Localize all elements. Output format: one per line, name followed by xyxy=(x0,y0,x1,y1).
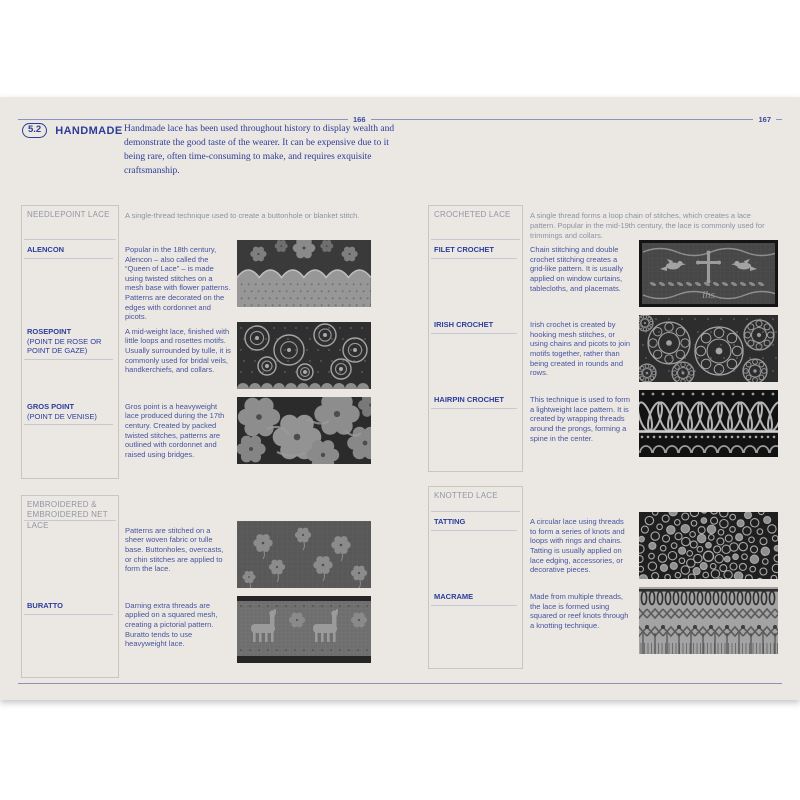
term-name: GROS POINT xyxy=(27,401,75,411)
bottom-rule xyxy=(18,683,782,684)
entry-description: A circular lace using threads to form a series of knots and loops with rings and chains. Tatting is usually applied on lace edging, accessories, or decorative pieces. xyxy=(530,517,625,575)
entry-description: A mid-weight lace, finished with little loops and rosettes motifs. Usually surrounded by tulle, it is commonly used for bridal veils, handkerchiefs, and collars. xyxy=(125,326,231,375)
section-description xyxy=(530,486,778,512)
term-name: FILET CROCHET xyxy=(434,245,494,255)
irish-crochet-photo xyxy=(639,315,778,382)
term-name: IRISH CROCHET xyxy=(434,320,494,330)
svg-text:ihs: ihs xyxy=(702,289,715,302)
chapter-title: HANDMADE xyxy=(55,124,123,137)
label-rule xyxy=(24,258,113,259)
chapter-heading xyxy=(22,123,123,138)
label-rule xyxy=(431,605,517,606)
entry-description: Gros point is a heavyweight lace produced during the 17th century. Created by packed twisted stitches, patterns are outlined with cordonnet and raised using bridges. xyxy=(125,401,225,459)
term-subname: (POINT DE VENISE) xyxy=(27,411,97,421)
entry-label-alencon xyxy=(21,240,119,322)
section-description: A single thread forms a loop chain of stitches, which creates a lace pattern. Popular in the mid-19th century, the lace is commonly used for trimmings and collars. xyxy=(530,211,765,240)
term-name: TATTING xyxy=(434,517,466,527)
gros-point-lace-photo xyxy=(237,397,371,464)
term-name: ALENCON xyxy=(27,245,65,254)
header-rule xyxy=(24,239,116,240)
label-rule xyxy=(24,614,113,615)
entry-label-hairpin-crochet xyxy=(428,390,523,465)
buratto-lace-photo xyxy=(237,596,371,663)
alencon-lace-photo xyxy=(237,240,371,307)
section-knotted-lace xyxy=(428,486,780,669)
page-left xyxy=(21,205,371,678)
section-number-badge: 5.2 xyxy=(22,123,47,138)
section-title: KNOTTED LACE xyxy=(434,491,498,501)
embroidered-net-lace-photo xyxy=(237,521,371,588)
section-title: CROCHETED LACE xyxy=(434,210,511,219)
entry-description: Darning extra threads are applied on a squared mesh, creating a pictorial pattern. Buratto tends to use heavyweight lace. xyxy=(125,600,218,649)
term-name: BURATTO xyxy=(27,600,63,610)
label-rule xyxy=(431,258,517,259)
macrame-lace-photo xyxy=(639,587,778,654)
section-title: EMBROIDERED & EMBROIDERED NET LACE xyxy=(27,499,108,530)
section-description xyxy=(125,495,371,521)
entry-description: This technique is used to form a lightweight lace pattern. It is created by wrapping threads around the prongs, forming a spine in the center. xyxy=(530,395,631,443)
entry-label-irish-crochet xyxy=(428,315,523,390)
rule-segment xyxy=(371,119,754,120)
entry-label-rosepoint xyxy=(21,322,119,397)
section-header xyxy=(428,486,523,512)
intro-paragraph: Handmade lace has been used throughout history to display wealth and demonstrate the good taste of the wearer. It can be expensive due to it being rare, often time-consuming to make, and requires exquisite craftsmanship. xyxy=(124,124,395,176)
term-name: ROSEPOINT xyxy=(27,326,72,336)
entry-description: Irish crochet is created by hooking mesh stitches, or using chains and picots to join motifs together, rather than being created in rounds and rows. xyxy=(530,320,631,378)
rule-segment xyxy=(776,119,782,120)
section-header xyxy=(21,205,119,240)
rule-segment xyxy=(18,119,348,120)
section-needlepoint-lace xyxy=(21,205,371,479)
entry-description: Popular in the 18th century, Alencon – also called the “Queen of Lace” – is made using twisted stitches on a mesh base with flower patterns. Patterns are decorated on the edges with cordonnet and picots. xyxy=(125,245,231,322)
section-title: NEEDLEPOINT LACE xyxy=(27,210,110,219)
hairpin-crochet-photo xyxy=(639,390,778,457)
page-number-left: 166 xyxy=(353,115,366,124)
entry-label-filet-crochet xyxy=(428,240,523,315)
header-rule xyxy=(431,511,520,512)
book-spread xyxy=(0,97,800,700)
entry-label-embroidered xyxy=(21,521,119,596)
entry-label-buratto xyxy=(21,596,119,671)
term-name: HAIRPIN CROCHET xyxy=(434,395,505,405)
filet-crochet-photo xyxy=(639,240,778,307)
section-crocheted-lace xyxy=(428,205,780,472)
label-rule xyxy=(431,408,517,409)
entry-label-tatting xyxy=(428,512,523,587)
rosepoint-lace-photo xyxy=(237,322,371,389)
entry-description: Chain stitching and double crochet stitching creates a grid-like pattern. It is usually applied on window curtains, tablecloths, and placemats. xyxy=(530,245,623,293)
term-subname: (POINT DE ROSE OR POINT DE GAZE) xyxy=(27,336,102,356)
label-rule xyxy=(24,359,113,360)
label-rule xyxy=(24,424,113,425)
term-name: MACRAME xyxy=(434,592,474,602)
label-rule xyxy=(431,530,517,531)
header-rule xyxy=(431,239,520,240)
page-number-right: 167 xyxy=(758,115,771,124)
section-embroidered-lace xyxy=(21,495,371,678)
section-header xyxy=(428,205,523,240)
page-right xyxy=(428,205,780,669)
section-header xyxy=(21,495,119,530)
section-description: A single-thread technique used to create a buttonhole or blanket stitch. xyxy=(125,211,360,220)
entry-description: Made from multiple threads, the lace is formed using squared or reef knots through a knotting technique. xyxy=(530,592,629,631)
tatting-lace-photo xyxy=(639,512,778,579)
header-rule xyxy=(24,520,116,521)
label-rule xyxy=(431,333,517,334)
entry-label-gros-point xyxy=(21,397,119,472)
entry-label-macrame xyxy=(428,587,523,662)
entry-description: Patterns are stitched on a sheer woven fabric or tulle base. Buttonholes, overcasts, or chin stitches are applied to form the lace. xyxy=(125,525,224,574)
